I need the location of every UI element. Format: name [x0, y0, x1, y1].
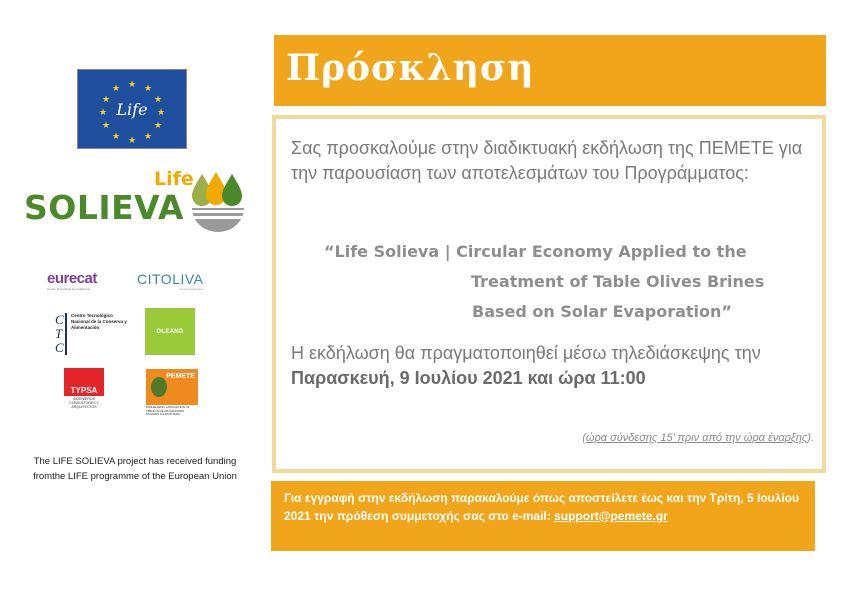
- solieva-life-text: Life: [154, 168, 194, 190]
- event-pre-text: Η εκδήλωση θα πραγματοποιηθεί μέσω τηλεδιάσκεψης την: [291, 343, 761, 363]
- olive-icon: [151, 377, 167, 397]
- registration-text: Για εγγραφή στην εκδήλωση παρακαλούμε όπως αποστείλετε έως και την Τρίτη, 5 Ιουλίου 2021 την πρόθεση συμμετοχής σας στο e-mail:: [284, 491, 799, 523]
- oleand-logo: [145, 308, 195, 355]
- ctc-text: Centro Tecnológico Nacional de la Conserva y Alimentación: [71, 313, 127, 330]
- svg-text:★: ★: [127, 136, 137, 146]
- svg-text:★: ★: [143, 84, 153, 94]
- solieva-logo: [24, 168, 246, 234]
- eurecat-name: eurecat: [47, 270, 97, 287]
- pemete-logo: [146, 369, 198, 417]
- svg-text:★: ★: [153, 121, 163, 131]
- citoliva-name: CITOLIVA: [137, 271, 204, 287]
- quote-line: Based on Solar Evaporation”: [472, 302, 732, 321]
- invitation-intro: Σας προσκαλούμε στην διαδικτυακή εκδήλωση της ΠΕΜΕΤΕ για την παρουσίαση των αποτελεσμάτων του Προγράμματος:: [291, 138, 803, 183]
- svg-text:★: ★: [156, 108, 166, 118]
- pemete-subtitle: PANHELLENIC ASSOCIATION OF TABLE OLIVE PROCESSORS PACKERS & EXPORTERS: [146, 405, 190, 416]
- ctc-letters: [55, 313, 67, 355]
- ctc-logo: [55, 312, 127, 359]
- ctc-letter: T: [55, 326, 63, 341]
- olive-drops-icon: [192, 168, 244, 234]
- typsa-box: [64, 368, 104, 396]
- svg-text:★: ★: [111, 84, 121, 94]
- eu-flag-icon: [78, 70, 186, 148]
- registration-email-link[interactable]: support@pemete.gr: [554, 508, 668, 523]
- svg-text:★: ★: [127, 80, 137, 90]
- svg-text:★: ★: [101, 121, 111, 131]
- note-open: (: [582, 432, 586, 444]
- oleand-name: OLEAND: [156, 328, 184, 335]
- citoliva-logo: [137, 271, 204, 291]
- project-title-quote: [324, 237, 764, 327]
- eu-life-logo: [77, 69, 187, 149]
- title-bar: [274, 35, 826, 106]
- pemete-box: [146, 369, 198, 405]
- svg-text:★: ★: [98, 108, 108, 118]
- registration-box: [271, 481, 815, 551]
- ctc-letter: C: [55, 340, 64, 355]
- svg-text:★: ★: [153, 95, 163, 105]
- svg-text:★: ★: [143, 132, 153, 142]
- connection-note: [582, 432, 814, 444]
- quote-line: “Life Solieva | Circular Economy Applied to the: [324, 242, 747, 261]
- event-time: ώρα 11:00: [558, 368, 646, 388]
- typsa-logo: [64, 368, 104, 409]
- ctc-letter: C: [55, 312, 64, 327]
- registration-text-block: [284, 490, 804, 525]
- svg-text:★: ★: [111, 132, 121, 142]
- funding-statement: The LIFE SOLIEVA project has received funding fromthe LIFE programme of the European Union: [33, 456, 237, 482]
- solieva-name: SOLIEVA: [24, 188, 185, 227]
- eurecat-logo: [47, 270, 113, 291]
- note-text: ώρα σύνδεσης 15’ πριν από την ώρα έναρξης: [585, 432, 808, 444]
- eurecat-subtitle: Centre Tecnològic de Catalunya: [47, 287, 90, 291]
- event-and: και: [522, 368, 559, 388]
- note-close: ).: [807, 432, 814, 444]
- eu-life-text: Life: [116, 100, 148, 119]
- page-title: Πρόσκληση: [286, 47, 535, 89]
- invitation-box: [272, 115, 826, 473]
- pemete-name: PEMETE: [166, 373, 195, 380]
- svg-text:★: ★: [101, 95, 111, 105]
- typsa-subtitle: INGENIEROS CONSULTORES Y ARQUITECTOS: [69, 397, 99, 409]
- citoliva-subtitle: centro tecnológico: [179, 287, 204, 291]
- typsa-name: TYPSA: [70, 386, 98, 395]
- event-details: [291, 341, 811, 391]
- quote-line: Treatment of Table Olives Brines: [471, 272, 765, 291]
- event-day: Παρασκευή, 9 Ιουλίου 2021: [291, 368, 523, 388]
